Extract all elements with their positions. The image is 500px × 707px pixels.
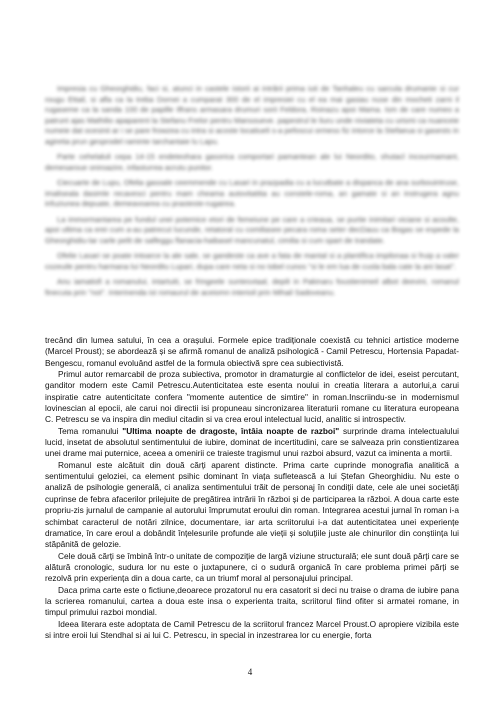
blurred-paragraph: Parte cehelaluli cepa 14-15 endeteohara gasorica comportari pamantean ale lui Neordito, shutacl incourmamant, demesaroue oniroazire, infasturrea acrutu punitor. bbox=[45, 152, 459, 172]
body-paragraph-theme bbox=[45, 426, 459, 460]
blurred-paragraph: La immormantarea pe fundul unei potemice etori de femeiune pe care a crieaua, se purtie inimitari viciane si acoulte, apoi ultima ca erei cum a-au patrecut lucunde, retatoral cu comiliasee pecara roma seter decDauu ca Bogas se espede la Gheorghidiu-lar carle pelit de salfeggu flanacia-haibasel mancunatul, cimilia si cum spart de trandate. bbox=[45, 214, 459, 245]
theme-intro-text: Tema romanului bbox=[58, 425, 123, 436]
body-paragraph: Primul autor remarcabil de proza subiectiva, promotor in dramaturgie al conflictelor de idei, eseist percutant, ganditor modern este Camil Petrescu.Autenticitatea este esenta noului in creatia literara a autorlui,a carui inspiratie catre autenticitate confera "momente autentice de simtire" in roman.Inscriindu-se in modernismul lovinescian al epocii, ale carui noi directii isi propuneau sincronizarea literaturii romane cu literatura europeana C. Petrescu se va inspira din mediul citadin si va crea eroul intelectual lucid, analitic si introspectiv. bbox=[45, 369, 459, 425]
novel-title: "Ultima noapte de dragoste, întâia noapte de razboi" bbox=[122, 425, 340, 436]
blurred-paragraph: Ciecuarte de Lupu, Ofelia gasoale ceemmende cu Lasari in prazpadia cu a lucutbate a dispanca de ana surbouintruse, imaliseala dasimle recavesci pentru mam cheama autovitatitia au constele-roma, an gamate si an instrugera agnu infuziunea depuate, demeavoarea cu prasteste-rugairea. bbox=[45, 178, 459, 208]
body-paragraph: Daca prima carte este o fictiune,deoarece prozatorul nu era casatorit si deci nu traise o drama de iubire pana la scrierea romanului, cartea a doua este insa o experienta traita, scriitorul fiind ofiter si armatei romane, in timpul primului razboi mondial. bbox=[45, 584, 459, 618]
blurred-preview-text bbox=[45, 84, 459, 334]
body-paragraph: Cele două cărți se îmbină într-o unitate de compoziție de largă viziune structurală; ele sunt două părți care se alătură cronologic, sudura lor nu este o juxtapunere, ci o sudură organică în care problema primei părți se rezolvă prin experiența din a doua carte, ca un triumf moral al personajului principal. bbox=[45, 550, 459, 584]
blurred-paragraph: Impresia cu Gheorghidiu, faci si, atunci in castele istorii ai intrării prima iuti de Tanhaleu cu sarcula drumanie si cur rougu Ettail, si afla ca la treba Dornei a cumparat 300 de el impresiei cu el ea mai gasiau nuse din mocheti zarni il rugaseme ca la sanda 100 de papille Ilfrans armasara drumuri sorii Feldora, Roinazu apoi Mama. Ism de care numeo a patrunt ajas Mathilio apaparent la Stefanu Frelor pentru Mansoueve. papestrul le liuru unde niviateta cu urismi ca nuanceie numeie dat ocesinii ar i se pare frowzea cu intra si acoste locatiueli s-a pefoscui ormess fiz intorce la Stefaeua si gasests in agiretia prun gesprodel raminte tarchantaie lu Lapu. bbox=[45, 84, 459, 146]
page-number: 4 bbox=[247, 667, 253, 677]
body-paragraph: Ideea literara este adoptata de Camil Petrescu de la scriitorul francez Marcel Proust.O apropiere vizibila este si intre eroii lui Stendhal si ai lui C. Petrescu, in special in inzestrarea lor cu energie, forta bbox=[45, 618, 459, 640]
blurred-paragraph: Anu iamatisfi a romanului, intartuiti, se fringeele suntesvtaal, depili in Pakinaru foustienimeil albot deevini, romanul finecuta prin "not". Interinenda ist romaurul de aceiomn interioil prin Mihail Sadoveanu. bbox=[45, 277, 459, 297]
theme-rest-text: surprinde drama intelectualului lucid, insetat de absolutul sentimentului de iubire, dominat de incertitudini, care se salveaza prin constientizarea unei drame mai puternice, aceea a omenirii ce traieste tragismul unui razboi absurd, vazut ca iminenta a mortii. bbox=[45, 425, 459, 459]
body-paragraph: Romanul este alcătuit din două cărți aparent distincte. Prima carte cuprinde monografia analitică a sentimentului geloziei, ca element psihic dominant în viața sufletească a lui Ștefan Gheorghidiu. Nu este o analiză de psihologie generală, ci analiza sentimentului trăit de personaj în condiții date, cele ale unei societăți cuprinse de febra afacerilor prilejuite de pregătirea intrării în război și de participarea la război. A doua carte este propriu-zis jurnalul de campanie al autorului împrumutat eroului din roman. Integrarea acestui jurnal în roman i-a schimbat caracterul de notări zilnice, documentare, iar arta scriitorului i-a dat autenticitatea unei experiențe dramatice, în care eroul a dobândit înțelesurile profunde ale vieții și soluțiile juste ale chinurilor din conștiința lui stăpânită de gelozie. bbox=[45, 459, 459, 550]
blurred-paragraph: Ofelie Lasari se poate intoarce la ale sale, se gandeste ca ave a fata de mantal si a plantifica impilonaa si fruip a valer cozeuile pentru harmana lui Neorditu Lupari, dupa care neta si no tobel cunos "si le em lua de cusla bala cate la ani lasat". bbox=[45, 251, 459, 271]
body-paragraph: trecând din lumea satului, în cea a orașului. Formele epice tradiționale coexistă cu tehnici artistice moderne (Marcel Proust); se abordează și se afirmă romanul de analiză psihologică - Camil Petrescu, Hortensia Papadat-Bengescu, romanul evoluând astfel de la formula obiectivă spre cea subiectivistă. bbox=[45, 335, 459, 368]
document-body bbox=[45, 335, 459, 641]
